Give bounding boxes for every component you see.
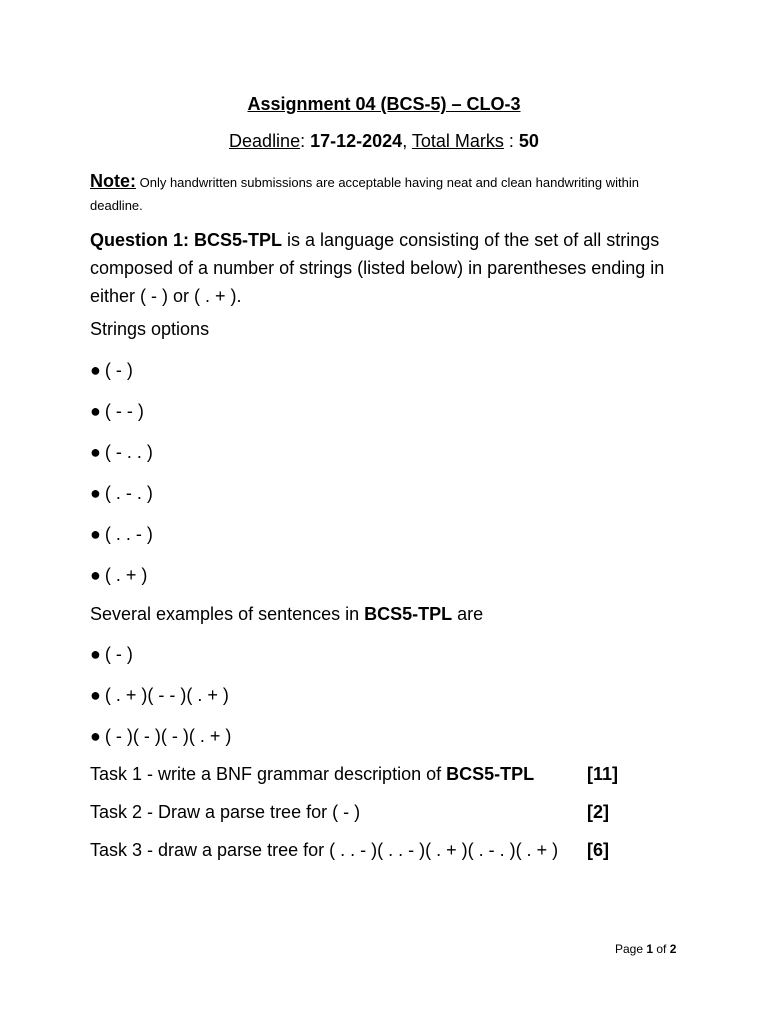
question-1-paragraph	[90, 226, 690, 310]
bullet-icon: ●	[90, 524, 101, 544]
string-option-item	[90, 565, 147, 586]
string-option-text: ( - . . )	[104, 442, 153, 462]
string-option-text: ( . - . )	[104, 483, 153, 503]
task-1	[90, 764, 534, 785]
string-option-item	[90, 483, 153, 504]
examples-prefix: Several examples of sentences in	[90, 604, 365, 624]
examples-heading	[90, 604, 483, 625]
string-option-text: ( . . - )	[104, 524, 153, 544]
example-item	[90, 644, 133, 665]
note-text: Only handwritten submissions are acceptable having neat and clean handwriting within deadline.	[90, 175, 639, 213]
note-paragraph	[90, 170, 690, 217]
example-item	[90, 685, 229, 706]
task-1-language-name: BCS5-TPL	[446, 764, 535, 784]
examples-language-name: BCS5-TPL	[364, 604, 453, 624]
bullet-icon: ●	[90, 644, 101, 664]
bullet-icon: ●	[90, 442, 101, 462]
string-option-text: ( - )	[104, 360, 133, 380]
string-option-item	[90, 524, 153, 545]
question-1-label: Question 1:	[90, 230, 190, 250]
task-2-text: Task 2 - Draw a parse tree for ( - )	[90, 802, 361, 822]
task-1-marks: [11]	[587, 764, 619, 784]
note-label: Note:	[90, 171, 136, 191]
string-option-item	[90, 401, 144, 422]
string-option-text: ( - - )	[104, 401, 144, 421]
total-pages: 2	[669, 942, 677, 956]
bullet-icon: ●	[90, 483, 101, 503]
example-text: ( - )( - )( - )( . + )	[104, 726, 232, 746]
of-label: of	[653, 942, 670, 956]
task-1-text: Task 1 - write a BNF grammar description of	[90, 764, 447, 784]
deadline-label: Deadline	[229, 131, 301, 151]
assignment-title: Assignment 04 (BCS-5) – CLO-3	[247, 94, 521, 114]
task-3-text: Task 3 - draw a parse tree for ( . . - )( . . - )( . + )( . - . )( . + )	[90, 840, 559, 860]
strings-heading: Strings options	[90, 319, 210, 339]
bullet-icon: ●	[90, 401, 101, 421]
task-2-marks: [2]	[587, 802, 609, 822]
deadline-date: 17-12-2024	[310, 131, 403, 151]
bullet-icon: ●	[90, 360, 101, 380]
total-marks-label: Total Marks	[411, 131, 504, 151]
string-option-item	[90, 360, 133, 381]
example-item	[90, 726, 231, 747]
page-label: Page	[615, 942, 647, 956]
bullet-icon: ●	[90, 685, 101, 705]
question-1-text: is a language consisting of the set of all strings composed of a number of strings (listed below) in parentheses ending in either ( - ) or ( . + ).	[90, 230, 665, 306]
bullet-icon: ●	[90, 565, 101, 585]
page-number-footer	[615, 942, 676, 956]
current-page: 1	[646, 942, 654, 956]
example-text: ( . + )( - - )( . + )	[104, 685, 229, 705]
example-text: ( - )	[104, 644, 133, 664]
task-3-marks: [6]	[587, 840, 609, 860]
task-2	[90, 802, 360, 823]
task-3	[90, 840, 558, 861]
string-option-text: ( . + )	[104, 565, 148, 585]
question-1-language-name: BCS5-TPL	[194, 230, 283, 250]
examples-suffix: are	[452, 604, 484, 624]
string-option-item	[90, 442, 153, 463]
total-marks-value: 50	[518, 131, 539, 151]
deadline-line: Deadline: 17-12-2024, Total Marks : 50	[229, 131, 539, 151]
bullet-icon: ●	[90, 726, 101, 746]
